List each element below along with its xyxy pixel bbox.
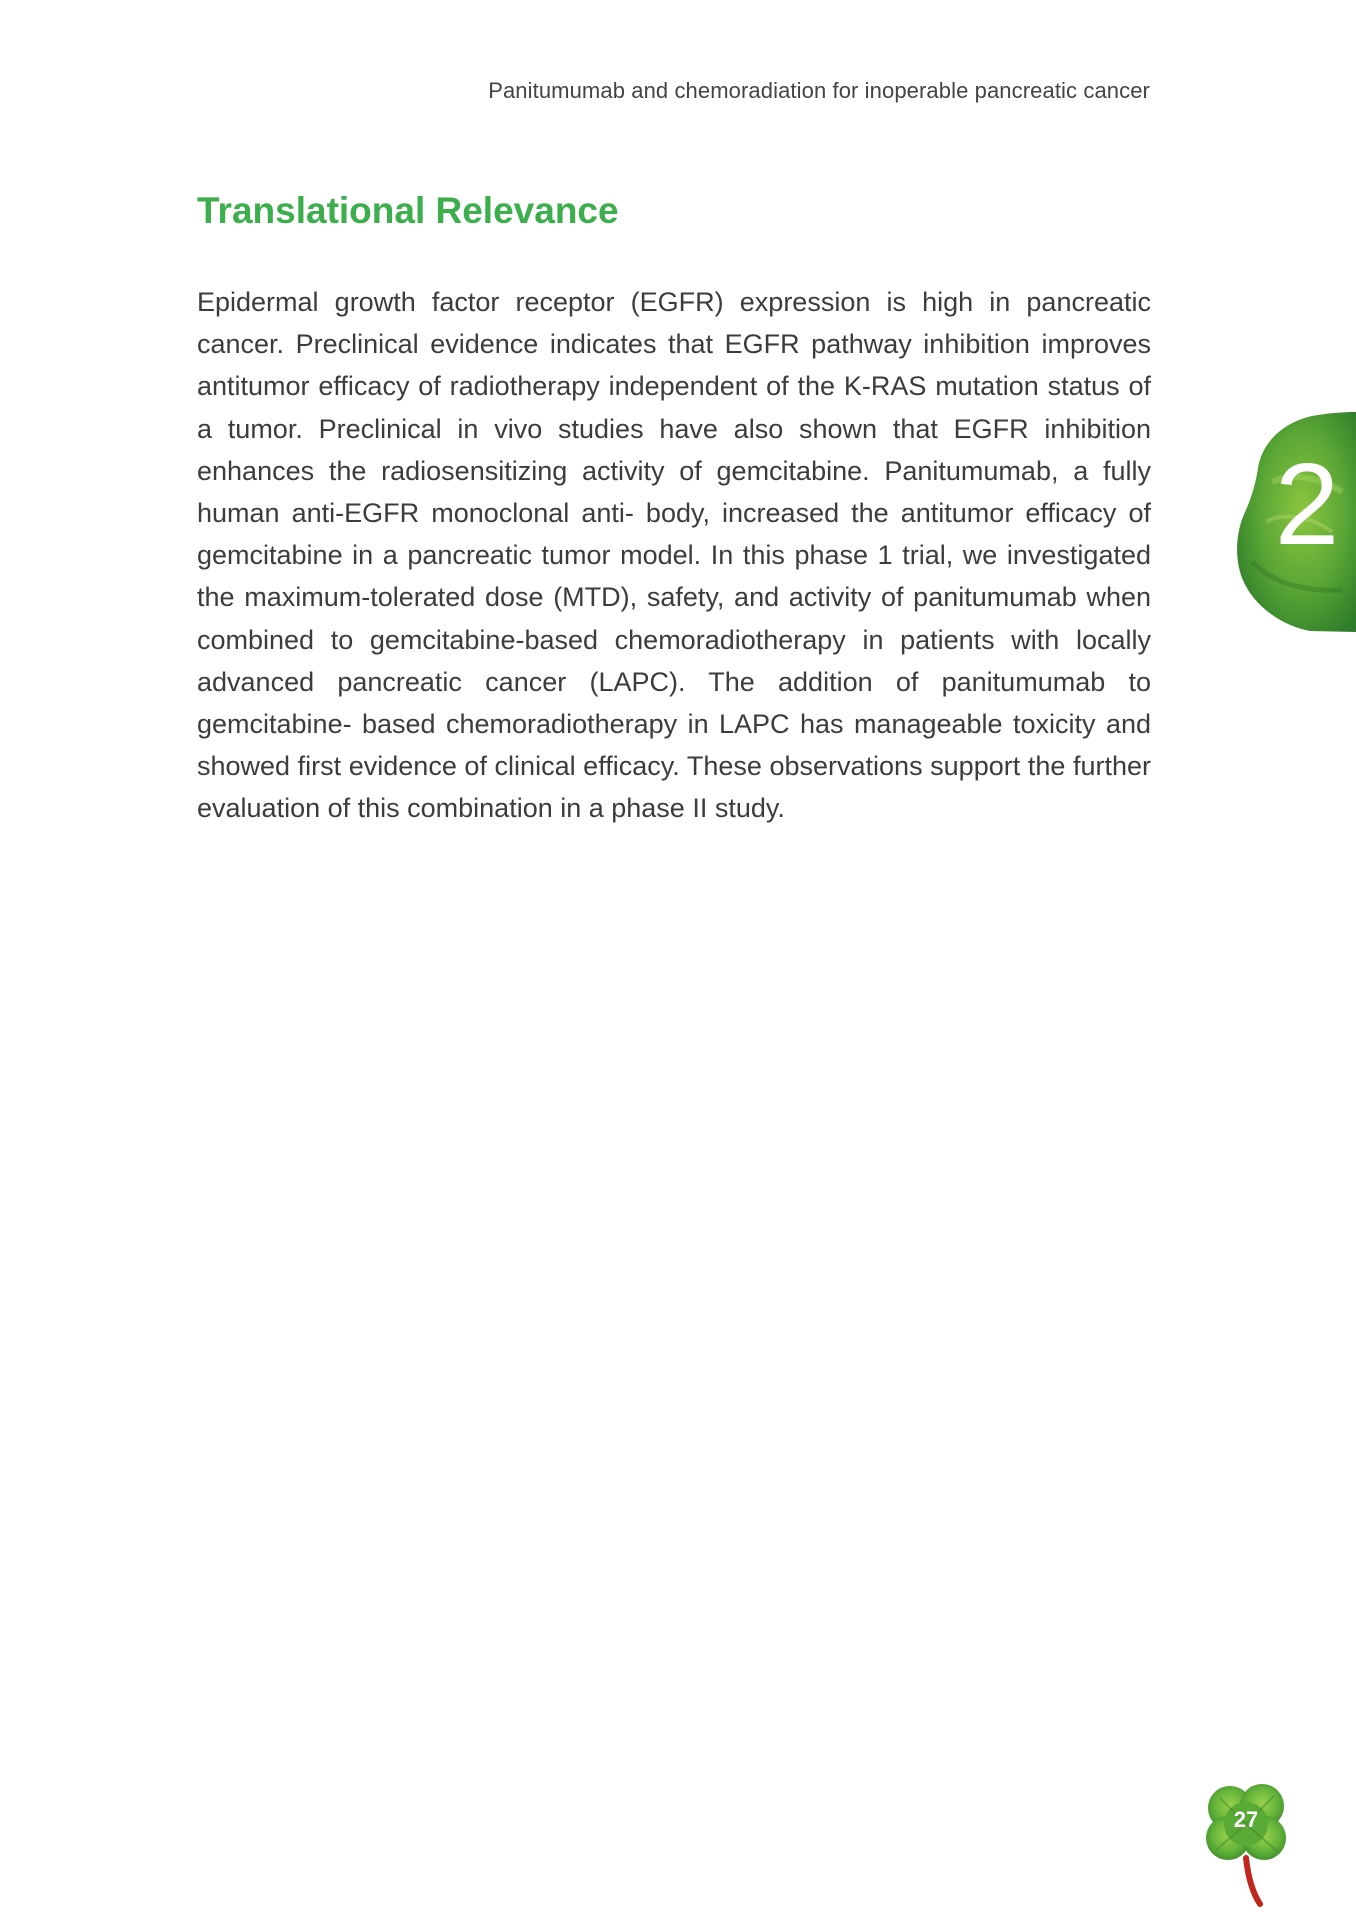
page-number: 27 [1233, 1807, 1259, 1832]
page-badge [1200, 1784, 1304, 1908]
chapter-number: 2 [1274, 439, 1340, 569]
section-title: Translational Relevance [197, 190, 619, 231]
body-paragraph: Epidermal growth factor receptor (EGFR) expression is high in pancreatic cancer. Preclinical evidence indicates that EGFR pathway inhibition improves antitumor efficacy of radiotherapy independent of the K-RAS mutation status of a tumor. Preclinical in vivo studies have also shown that EGFR inhibition enhances the radiosensitizing activity of gemcitabine. Panitumumab, a fully human anti-EGFR monoclonal anti- body, increased the antitumor efficacy of gemcitabine in a pancreatic tumor model. In this phase 1 trial, we investigated the maximum-tolerated dose (MTD), safety, and activity of panitumumab when combined to gemcitabine-based chemoradiotherapy in patients with locally advanced pancreatic cancer (LAPC). The addition of panitumumab to gemcitabine- based chemoradiotherapy in LAPC has manageable toxicity and showed first evidence of clinical efficacy. These observations support the further evaluation of this combination in a phase II study. [197, 287, 1151, 824]
chapter-tab [1232, 412, 1356, 632]
four-leaf-clover-icon [1200, 1784, 1304, 1908]
running-header: Panitumumab and chemoradiation for inoperable pancreatic cancer [488, 78, 1150, 103]
